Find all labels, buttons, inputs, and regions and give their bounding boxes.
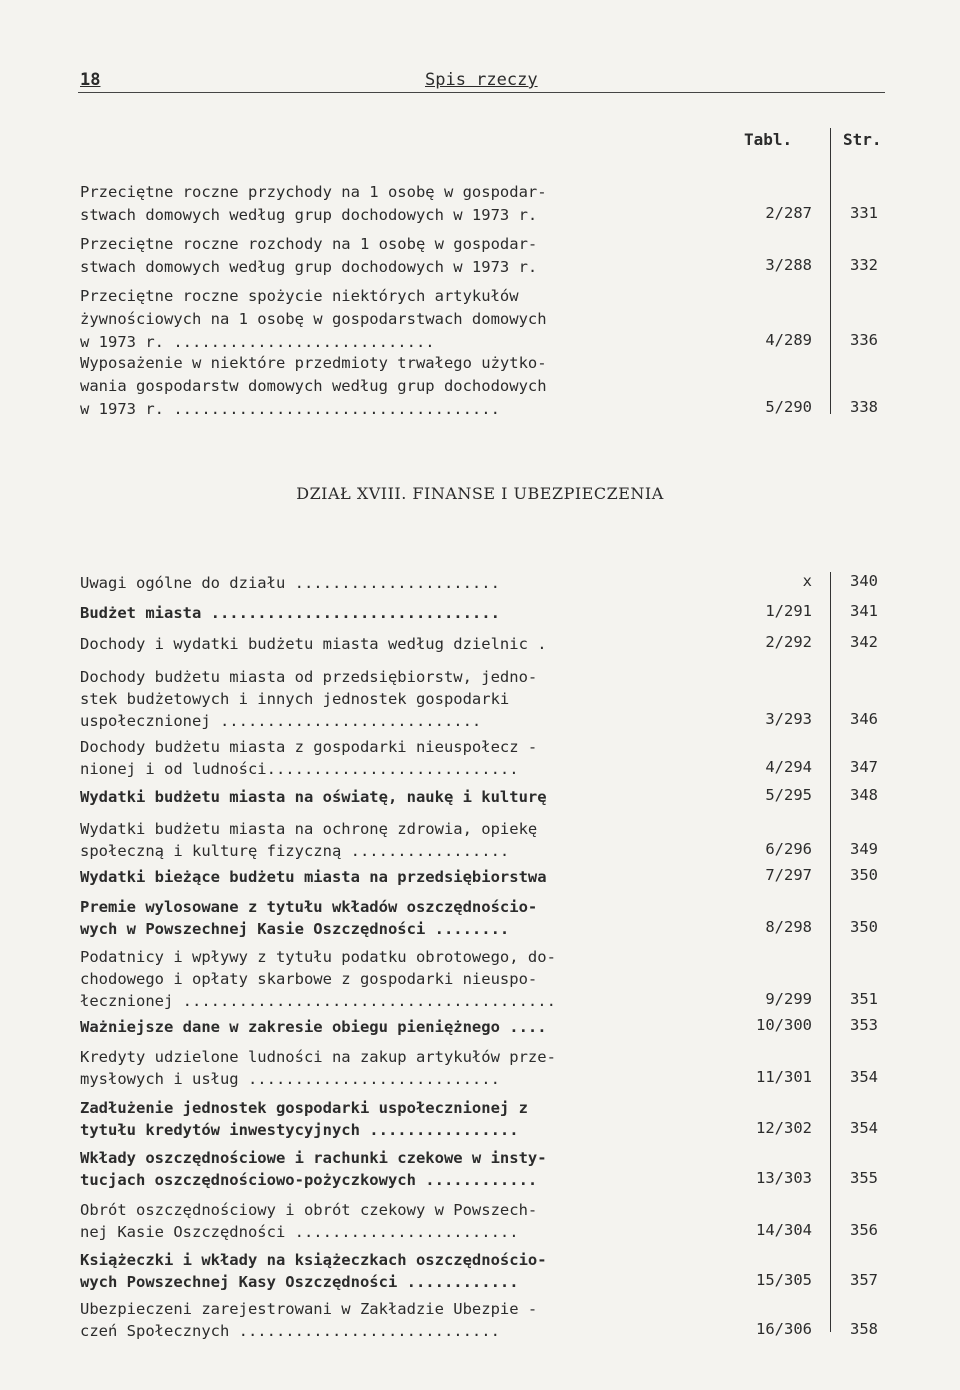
toc-entry-title [80,866,710,888]
toc-entry-line: czeń Społecznych ............................ [80,1322,500,1340]
toc-entry-title [80,1298,710,1342]
toc-entry-title [80,233,710,279]
toc-entry-table-number: 16/306 [756,1320,812,1338]
toc-entry-title [80,666,710,732]
toc-entry-line: Dochody budżetu miasta z gospodarki nieuspołecz - [80,738,538,756]
toc-entry-page-number: 351 [850,990,878,1008]
toc-entry-title [80,736,710,780]
toc-entry-table-number: 8/298 [765,918,812,936]
toc-entry-line: nionej i od ludności........................... [80,760,519,778]
toc-entry-page-number: 331 [850,204,878,222]
toc-entry-page-number: 341 [850,602,878,620]
toc-entry-table-number: 9/299 [765,990,812,1008]
toc-entry-page-number: 350 [850,918,878,936]
toc-entry-title [80,352,710,421]
toc-entry-page-number: 350 [850,866,878,884]
toc-entry-page-number: 338 [850,398,878,416]
toc-entry-title [80,1016,710,1038]
toc-entry-title [80,181,710,227]
toc-entry-table-number: 3/288 [765,256,812,274]
toc-entry-page-number: 358 [850,1320,878,1338]
toc-entry-title [80,285,710,354]
toc-entry-page-number: 340 [850,572,878,590]
toc-entry-page-number: 348 [850,786,878,804]
toc-entry-page-number: 349 [850,840,878,858]
toc-entry-line: chodowego i opłaty skarbowe z gospodarki nieuspo- [80,970,538,988]
toc-entry-line: Wyposażenie w niektóre przedmioty trwałego użytko- [80,354,547,372]
toc-entry-line: Budżet miasta ............................... [80,604,500,622]
toc-entry-line: łecznionej ........................................ [80,992,556,1010]
toc-entry-title [80,602,710,624]
toc-entry-table-number: 6/296 [765,840,812,858]
toc-entry-line: Wydatki budżetu miasta na ochronę zdrowia, opiekę [80,820,538,838]
toc-entry-title [80,896,710,940]
column-header-table: Tabl. [744,130,793,149]
toc-entry-page-number: 347 [850,758,878,776]
toc-entry-line: stek budżetowych i innych jednostek gospodarki [80,690,510,708]
toc-entry-line: Wydatki budżetu miasta na oświatę, naukę i kulturę [80,788,547,806]
toc-entry-table-number: 5/290 [765,398,812,416]
toc-entry-line: stwach domowych według grup dochodowych w 1973 r. [80,258,538,276]
toc-entry-table-number: x [802,572,812,590]
toc-entry-line: Uwagi ogólne do działu ...................... [80,574,500,592]
toc-entry-page-number: 356 [850,1221,878,1239]
toc-entry-title [80,786,710,808]
toc-entry-line: nej Kasie Oszczędności ........................ [80,1223,519,1241]
toc-entry-table-number: 15/305 [756,1271,812,1289]
section-heading: DZIAŁ XVIII. FINANSE I UBEZPIECZENIA [296,484,664,503]
toc-entry-line: Ubezpieczeni zarejestrowani w Zakładzie Ubezpie - [80,1300,538,1318]
toc-entry-page-number: 353 [850,1016,878,1034]
column-header-page: Str. [843,130,882,149]
toc-entry-line: Dochody budżetu miasta od przedsiębiorstw, jedno- [80,668,538,686]
toc-entry-page-number: 357 [850,1271,878,1289]
toc-entry-line: Przeciętne roczne spożycie niektórych artykułów [80,287,519,305]
toc-entry-table-number: 14/304 [756,1221,812,1239]
toc-entry-table-number: 4/289 [765,331,812,349]
toc-entry-page-number: 354 [850,1068,878,1086]
column-divider-top [830,128,831,414]
toc-entry-page-number: 336 [850,331,878,349]
toc-entry-line: uspołecznionej ............................ [80,712,482,730]
toc-entry-title [80,633,710,655]
toc-entry-page-number: 355 [850,1169,878,1187]
toc-entry-line: wania gospodarstw domowych według grup dochodowych [80,377,547,395]
toc-entry-table-number: 4/294 [765,758,812,776]
toc-entry-table-number: 11/301 [756,1068,812,1086]
page-header-title: Spis rzeczy [425,70,538,90]
toc-entry-line: społeczną i kulturę fizyczną ................. [80,842,510,860]
toc-entry-page-number: 346 [850,710,878,728]
toc-entry-title [80,1046,710,1090]
toc-entry-line: Przeciętne roczne rozchody na 1 osobę w gospodar- [80,235,538,253]
toc-entry-page-number: 332 [850,256,878,274]
toc-entry-line: żywnościowych na 1 osobę w gospodarstwach domowych [80,310,547,328]
toc-entry-line: Zadłużenie jednostek gospodarki uspołecznionej z [80,1099,528,1117]
toc-entry-page-number: 342 [850,633,878,651]
toc-entry-line: tytułu kredytów inwestycyjnych ................ [80,1121,519,1139]
toc-entry-title [80,1249,710,1293]
toc-entry-line: wych w Powszechnej Kasie Oszczędności ........ [80,920,510,938]
column-divider-bottom [830,572,831,1332]
toc-entry-line: Przeciętne roczne przychody na 1 osobę w gospodar- [80,183,547,201]
toc-entry-line: Kredyty udzielone ludności na zakup artykułów prze- [80,1048,556,1066]
toc-entry-line: mysłowych i usług ........................... [80,1070,500,1088]
toc-entry-line: Książeczki i wkłady na książeczkach oszczędnościo- [80,1251,547,1269]
toc-entry-table-number: 12/302 [756,1119,812,1137]
toc-entry-table-number: 2/292 [765,633,812,651]
toc-entry-line: Obrót oszczędnościowy i obrót czekowy w Powszech- [80,1201,538,1219]
toc-entry-table-number: 3/293 [765,710,812,728]
toc-entry-line: Premie wylosowane z tytułu wkładów oszczędnościo- [80,898,538,916]
toc-entry-title [80,572,710,594]
toc-entry-title [80,1097,710,1141]
toc-entry-page-number: 354 [850,1119,878,1137]
toc-entry-title [80,1147,710,1191]
page-number: 18 [80,70,101,90]
toc-entry-line: Dochody i wydatki budżetu miasta według dzielnic . [80,635,547,653]
toc-entry-line: stwach domowych według grup dochodowych w 1973 r. [80,206,538,224]
toc-entry-line: Podatnicy i wpływy z tytułu podatku obrotowego, do- [80,948,556,966]
toc-entry-line: Wydatki bieżące budżetu miasta na przedsiębiorstwa [80,868,547,886]
toc-entry-line: Wkłady oszczędnościowe i rachunki czekowe w insty- [80,1149,547,1167]
toc-entry-table-number: 13/303 [756,1169,812,1187]
toc-entry-line: w 1973 r. ................................... [80,400,500,418]
toc-entry-table-number: 5/295 [765,786,812,804]
toc-entry-table-number: 7/297 [765,866,812,884]
toc-entry-title [80,1199,710,1243]
toc-entry-table-number: 2/287 [765,204,812,222]
header-rule [78,92,885,93]
toc-entry-table-number: 10/300 [756,1016,812,1034]
toc-entry-line: tucjach oszczędnościowo-pożyczkowych ............ [80,1171,538,1189]
toc-entry-line: Ważniejsze dane w zakresie obiegu pieniężnego .... [80,1018,547,1036]
toc-entry-line: w 1973 r. ............................ [80,333,435,351]
toc-entry-title [80,818,710,862]
toc-entry-title [80,946,710,1012]
toc-entry-line: wych Powszechnej Kasy Oszczędności ............ [80,1273,519,1291]
toc-entry-table-number: 1/291 [765,602,812,620]
